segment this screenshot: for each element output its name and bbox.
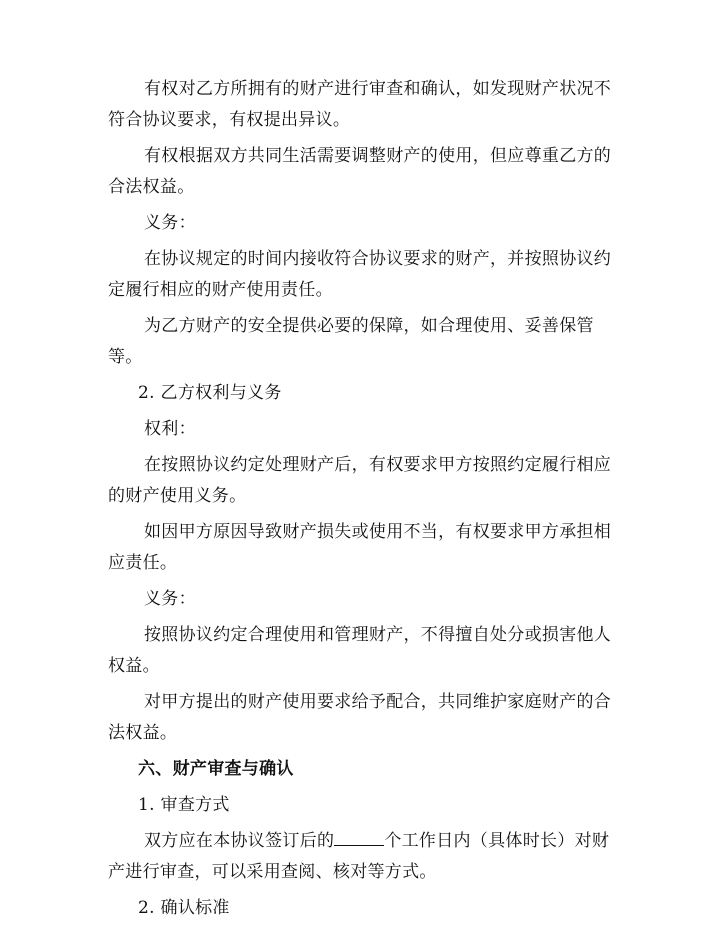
paragraph-adjust-right: 有权根据双方共同生活需要调整财产的使用，但应尊重乙方的合法权益。 — [108, 146, 612, 197]
paragraph-receive-property: 在协议规定的时间内接收符合协议要求的财产，并按照协议约定履行相应的财产使用责任。 — [108, 249, 612, 300]
paragraph-review-timeline — [108, 826, 612, 888]
subsection-review-method: 1. 审查方式 — [138, 795, 230, 815]
paragraph-request-obligation: 在按照协议约定处理财产后，有权要求甲方按照约定履行相应的财产使用义务。 — [108, 455, 612, 506]
obligations-label-b: 义务： — [144, 589, 196, 609]
paragraph-loss-liability: 如因甲方原因导致财产损失或使用不当，有权要求甲方承担相应责任。 — [108, 522, 612, 573]
paragraph-cooperate: 对甲方提出的财产使用要求给予配合，共同维护家庭财产的合法权益。 — [108, 692, 612, 743]
fill-in-blank[interactable] — [334, 827, 384, 846]
review-timeline-text-end: 个工作日内（具体时长）对财产进行审查，可以采用查阅、核对等方式。 — [108, 831, 610, 882]
section-heading-review: 六、财产审查与确认 — [138, 759, 294, 779]
review-timeline-text-start: 双方应在本协议签订后的 — [144, 831, 335, 851]
paragraph-safety-guarantee: 为乙方财产的安全提供必要的保障，如合理使用、妥善保管等。 — [108, 316, 594, 367]
section-party-b-rights: 2. 乙方权利与义务 — [138, 383, 282, 403]
paragraph-reasonable-use: 按照协议约定合理使用和管理财产，不得擅自处分或损害他人权益。 — [108, 625, 612, 676]
rights-label: 权利： — [144, 419, 196, 439]
subsection-confirm-standard: 2. 确认标准 — [138, 898, 230, 918]
document-page — [108, 74, 612, 929]
obligations-label: 义务： — [144, 213, 196, 233]
paragraph-review-right: 有权对乙方所拥有的财产进行审查和确认，如发现财产状况不符合协议要求，有权提出异议。 — [108, 79, 612, 130]
